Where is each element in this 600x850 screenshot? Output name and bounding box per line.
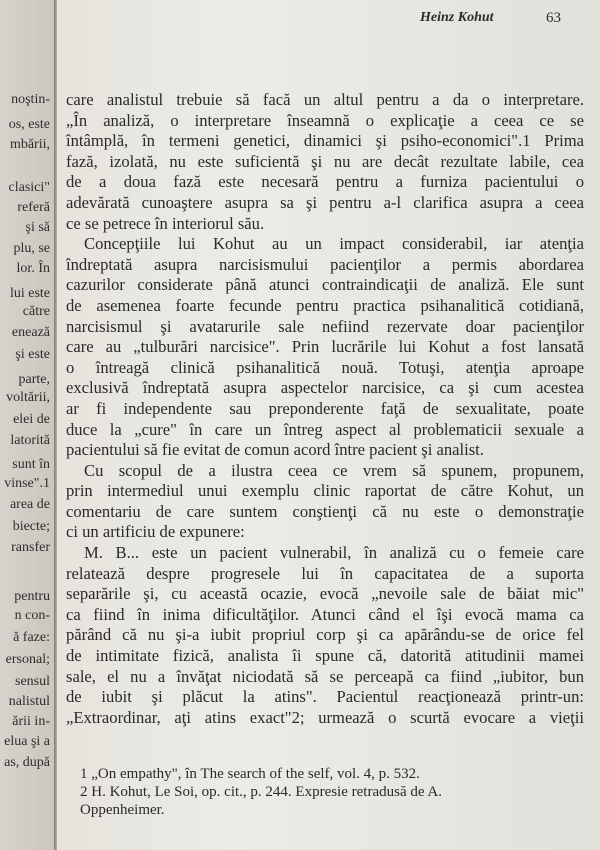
left-page-fragment: şi este <box>15 347 50 362</box>
left-page-fragment: elua şi a <box>4 734 50 749</box>
text-line: ca fiind în inima dificultăţilor. Atunci când el îşi evocă mama ca <box>66 604 584 624</box>
text-line: sale, el nu a învăţat niciodată să se perceapă ca fiind „iubitor, bun <box>66 666 584 686</box>
text-line: separările şi, cu această ocazie, evocă „nevoile sale de băiat mic" <box>66 584 584 604</box>
text-line: de intimitate fizică, analista îi spune că, datorită atitudinii mamei <box>66 646 584 666</box>
page-number: 63 <box>546 10 561 26</box>
left-page-fragment: vinse".1 <box>4 476 50 491</box>
left-page-fragment: ersonal; <box>5 652 50 667</box>
text-line: fază, izolată, nu este suficientă şi nu are decât rezultate labile, cea <box>66 151 584 171</box>
text-line: de a doua fază este necesară pentru a furniza pacientului o <box>66 172 584 192</box>
text-line: comentariu de care suntem conştienţi că nu este o demonstraţie <box>66 501 584 521</box>
text-line: de iubit şi plăcut la atins". Pacientul reacţionează printr-un: <box>66 687 584 707</box>
left-page-fragment: referă <box>17 200 50 215</box>
footnotes <box>80 765 585 819</box>
left-page-fragment: parte, <box>18 372 50 387</box>
left-page-fragment: pentru <box>14 589 50 604</box>
left-page-fragment: lor. În <box>16 261 50 276</box>
text-line: o întreagă clinică psihanalitică nouă. Totuşi, atenţia aproape <box>66 357 584 377</box>
text-line: „Extraordinar, aţi atins exact"2; urmează o scurtă evocare a vieţii <box>66 707 584 727</box>
text-line: întâmplă, în termeni genetici, dinamici şi psiho-economici".1 Prima <box>66 131 584 151</box>
left-page-fragment: ă faze: <box>13 630 50 645</box>
text-line: adevărată cunoaştere asupra sa şi pentru a-l clarifica asupra a ceea <box>66 192 584 212</box>
left-page-fragment: noştin- <box>11 92 50 107</box>
left-page-fragment: latorită <box>10 433 50 448</box>
text-line: Cu scopul de a ilustra ceea ce vrem să spunem, propunem, <box>84 460 584 480</box>
left-page-fragment: voltării, <box>6 390 50 405</box>
left-page-fragment: sunt în <box>12 457 50 472</box>
left-page-fragment: elei de <box>13 412 50 427</box>
text-line: narcisismul şi avatarurile sale nefiind rezervate doar pacienţilor <box>66 316 584 336</box>
left-page-fragment: plu, se <box>13 241 50 256</box>
text-line: Concepţiile lui Kohut au un impact considerabil, iar atenţia <box>84 234 584 254</box>
footnote-2-continued: Oppenheimer. <box>80 802 165 818</box>
left-page-edge <box>0 0 54 850</box>
left-page-fragment: nalistul <box>8 694 50 709</box>
left-page-fragment: enează <box>11 325 50 340</box>
left-page-fragment: as, după <box>4 755 50 770</box>
text-line: „În analiză, o interpretare înseamnă o explicaţie a ceea ce se <box>66 110 584 130</box>
text-line: prin intermediul unui exemplu clinic raportat de către Kohut, un <box>66 481 584 501</box>
running-header-author: Heinz Kohut <box>420 10 494 25</box>
left-page-fragment: area de <box>9 497 50 512</box>
left-page-fragment: biecte; <box>12 519 50 534</box>
text-line: îndreptată asupra narcisismului pacienţilor a permis abordarea <box>66 254 584 274</box>
left-page-fragment: n con- <box>14 608 50 623</box>
text-line: care au „tulburări narcisice". Prin lucrările lui Kohut a fost lansată <box>66 337 584 357</box>
text-line: relatează despre progresele lui în capacitatea de a suporta <box>66 563 584 583</box>
text-line: ci un artificiu de expunere: <box>66 522 245 542</box>
text-line: părând că nu şi-a iubit propriul corp şi ca apărându-se de orice fel <box>66 625 584 645</box>
text-line: exclusivă îndreptată asupra aspectelor narcisice, ca şi cum acestea <box>66 378 584 398</box>
left-page-fragment: către <box>22 304 50 319</box>
text-line: de asemenea foarte fecunde pentru practica psihanalitică cotidiană, <box>66 295 584 315</box>
left-page-fragment: lui este <box>9 286 50 301</box>
text-line: M. B... este un pacient vulnerabil, în analiză cu o femeie care <box>84 543 584 563</box>
left-page-fragment: ransfer <box>11 540 50 555</box>
body-text <box>66 90 584 728</box>
left-page-fragment: os, este <box>8 117 50 132</box>
footnote-2: 2 H. Kohut, Le Soi, op. cit., p. 244. Expresie retradusă de A. <box>80 784 443 800</box>
left-page-fragment: clasici" <box>8 180 50 195</box>
footnote-1: 1 „On empathy", în The search of the self, vol. 4, p. 532. <box>80 766 420 782</box>
text-line: pacientului să fie evitat de comun acord între pacient şi analist. <box>66 440 484 460</box>
text-line: cazurilor considerate până atunci contraindicaţii de analiză. Ele sunt <box>66 275 584 295</box>
left-page-fragment: şi să <box>25 220 50 235</box>
book-gutter <box>54 0 57 850</box>
left-page-fragment: ării in- <box>12 714 50 729</box>
text-line: ce se petrece în interiorul său. <box>66 213 265 233</box>
left-page-fragment: sensul <box>15 674 50 689</box>
text-line: care analistul trebuie să facă un altul pentru a da o interpretare. <box>66 90 584 109</box>
text-line: duce la „cure" în care un întreg aspect al problematicii sexuale a <box>66 419 584 439</box>
text-line: ar fi independente sau preponderente faţă de sexualitate, poate <box>66 398 584 418</box>
left-page-fragment: mbării, <box>9 137 50 152</box>
